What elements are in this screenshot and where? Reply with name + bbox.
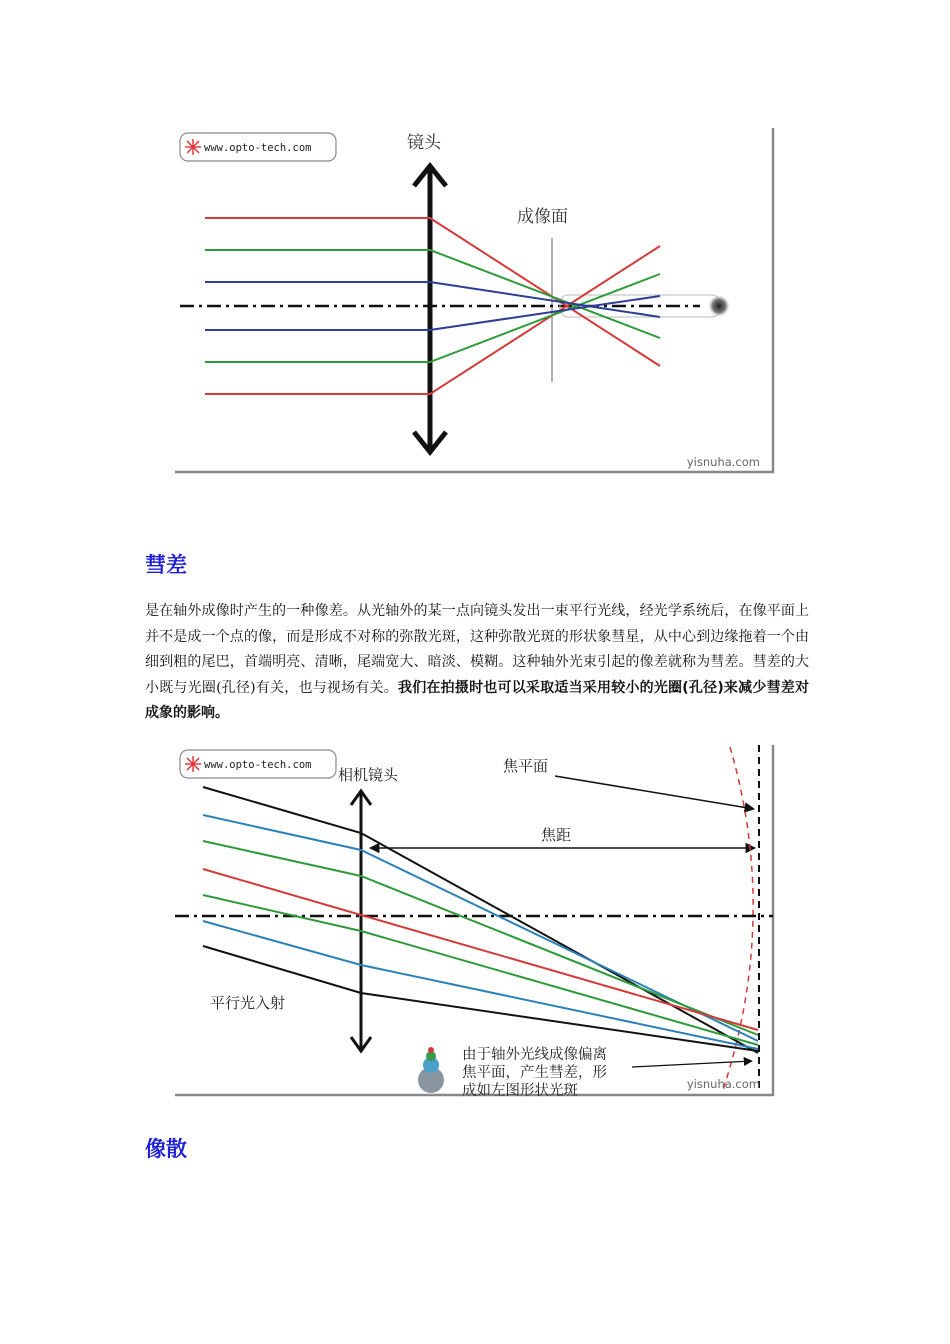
note-line-3: 成如左图形状光斑 xyxy=(462,1083,578,1099)
coma-figure xyxy=(170,743,776,1100)
credit-text: yisnuha.com xyxy=(686,1077,760,1091)
ray-cyan-bottom xyxy=(203,921,758,1049)
watermark-badge xyxy=(180,750,336,778)
star-icon xyxy=(185,756,201,772)
watermark-text: www.opto-tech.com xyxy=(204,142,312,154)
section-heading-coma: 彗差 xyxy=(145,553,187,577)
incident-light-label: 平行光入射 xyxy=(210,994,286,1012)
focal-length-label: 焦距 xyxy=(541,826,572,844)
camera-lens-label: 相机镜头 xyxy=(338,766,399,784)
ray-red xyxy=(203,869,758,1030)
section-heading-astigmatism: 像散 xyxy=(145,1137,187,1161)
note-line-1: 由于轴外光线成像偏离 xyxy=(462,1047,607,1063)
comet-spot-icon xyxy=(418,1047,444,1093)
lens-double-arrow xyxy=(414,166,446,452)
lens-label: 镜头 xyxy=(407,133,441,153)
ray-black-top xyxy=(203,787,758,1053)
blur-spot-icon xyxy=(708,295,730,317)
focal-plane-label: 焦平面 xyxy=(503,757,549,775)
credit-text: yisnuha.com xyxy=(686,455,760,469)
coma-paragraph xyxy=(145,599,809,727)
focal-plane-pointer xyxy=(555,776,754,809)
ray-bundle xyxy=(203,787,758,1053)
coma-diagram xyxy=(170,743,776,1100)
note-pointer xyxy=(632,1061,752,1067)
watermark-text: www.opto-tech.com xyxy=(204,759,312,771)
watermark-badge xyxy=(180,133,336,161)
spherical-aberration-diagram xyxy=(170,126,776,476)
coma-paragraph-text: 是在轴外成像时产生的一种像差。从光轴外的某一点向镜头发出一束平行光线，经光学系统后，在像平面上并不是成一个点的像，而是形成不对称的弥散光斑，这种弥散光斑的形状象彗星，从中心到边缘拖着一个由细到粗的尾巴，首端明亮、清晰，尾端宽大、暗淡、模糊。这种轴外光束引起的像差就称为彗差。彗差的大小既与光圈(孔径)有关，也与视场有关。 xyxy=(145,603,809,696)
note-line-2: 焦平面，产生彗差，形 xyxy=(462,1065,607,1081)
image-plane-label: 成像面 xyxy=(517,207,568,227)
ray-black-bottom xyxy=(203,946,758,1051)
coma-paragraph-bold: 我们在拍摄时也可以采取适当采用较小的光圈(孔径)来减少彗差对成象的影响。 xyxy=(145,679,809,721)
star-icon xyxy=(185,139,201,155)
spherical-aberration-figure xyxy=(170,126,776,476)
